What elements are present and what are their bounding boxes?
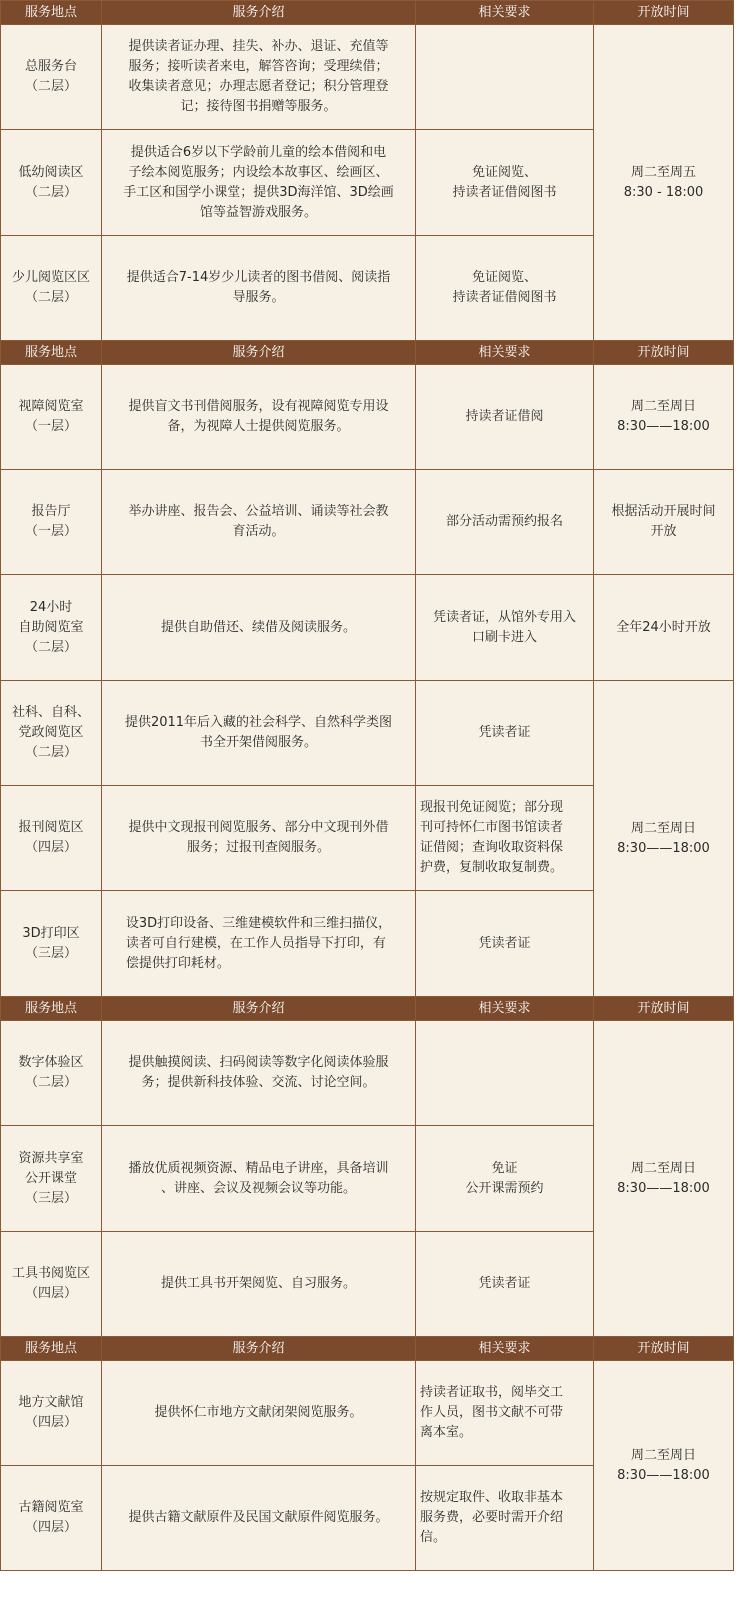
requirement-cell: 现报刊免证阅览；部分现 刊可持怀仁市图书馆读者 证借阅；查询收取资料保 护费，复制收取复制费。 — [416, 786, 594, 891]
table-row — [1, 25, 734, 130]
header-requirement: 相关要求 — [416, 341, 594, 365]
location-cell: 报告厅 （一层） — [1, 470, 102, 575]
hours-cell: 根据活动开展时间 开放 — [594, 470, 734, 575]
header-hours: 开放时间 — [594, 997, 734, 1021]
intro-cell: 提供适合7-14岁少儿读者的图书借阅、阅读指 导服务。 — [102, 236, 416, 341]
hours-cell: 周二至周五 8:30 - 18:00 — [594, 25, 734, 341]
intro-cell: 提供自助借还、续借及阅读服务。 — [102, 575, 416, 681]
header-location: 服务地点 — [1, 1337, 102, 1361]
intro-cell: 提供盲文书刊借阅服务，设有视障阅览专用设 备，为视障人士提供阅览服务。 — [102, 365, 416, 470]
intro-cell: 提供适合6岁以下学龄前儿童的绘本借阅和电 子绘本阅览服务；内设绘本故事区、绘画区、 手工区和国学小课堂；提供3D海洋馆、3D绘画 馆等益智游戏服务。 — [102, 130, 416, 236]
table-row — [1, 470, 734, 575]
table-row — [1, 365, 734, 470]
location-cell: 报刊阅览区 （四层） — [1, 786, 102, 891]
requirement-cell: 凭读者证 — [416, 681, 594, 786]
hours-cell: 周二至周日 8:30——18:00 — [594, 681, 734, 997]
header-hours: 开放时间 — [594, 1337, 734, 1361]
header-intro: 服务介绍 — [102, 997, 416, 1021]
requirement-cell: 免证阅览、 持读者证借阅图书 — [416, 130, 594, 236]
intro-cell: 提供触摸阅读、扫码阅读等数字化阅读体验服 务；提供新科技体验、交流、讨论空间。 — [102, 1021, 416, 1126]
location-cell: 24小时 自助阅览室 （二层） — [1, 575, 102, 681]
location-cell: 地方文献馆 （四层） — [1, 1361, 102, 1466]
location-cell: 古籍阅览室 （四层） — [1, 1466, 102, 1571]
requirement-cell: 持读者证取书，阅毕交工 作人员，图书文献不可带 离本室。 — [416, 1361, 594, 1466]
table-header — [1, 341, 734, 365]
requirement-cell: 部分活动需预约报名 — [416, 470, 594, 575]
header-intro: 服务介绍 — [102, 1, 416, 25]
location-cell: 资源共享室 公开课堂 （三层） — [1, 1126, 102, 1232]
requirement-cell: 凭读者证 — [416, 1232, 594, 1337]
header-requirement: 相关要求 — [416, 1337, 594, 1361]
requirement-cell: 凭读者证，从馆外专用入 口刷卡进入 — [416, 575, 594, 681]
requirement-cell: 免证阅览、 持读者证借阅图书 — [416, 236, 594, 341]
table-row — [1, 575, 734, 681]
hours-cell: 周二至周日 8:30——18:00 — [594, 1021, 734, 1337]
header-intro: 服务介绍 — [102, 341, 416, 365]
intro-cell: 提供中文现报刊阅览服务、部分中文现刊外借 服务；过报刊查阅服务。 — [102, 786, 416, 891]
table-header — [1, 1337, 734, 1361]
header-location: 服务地点 — [1, 341, 102, 365]
header-location: 服务地点 — [1, 997, 102, 1021]
location-cell: 低幼阅读区 （二层） — [1, 130, 102, 236]
location-cell: 社科、自科、 党政阅览区 （二层） — [1, 681, 102, 786]
requirement-cell: 按规定取件、收取非基本 服务费，必要时需开介绍 信。 — [416, 1466, 594, 1571]
intro-cell: 播放优质视频资源、精品电子讲座，具备培训 、讲座、会议及视频会议等功能。 — [102, 1126, 416, 1232]
requirement-cell — [416, 25, 594, 130]
hours-cell: 全年24小时开放 — [594, 575, 734, 681]
hours-cell: 周二至周日 8:30——18:00 — [594, 365, 734, 470]
location-cell: 总服务台 （二层） — [1, 25, 102, 130]
intro-cell: 提供读者证办理、挂失、补办、退证、充值等 服务；接听读者来电，解答咨询；受理续借； 收集读者意见；办理志愿者登记；积分管理登 记；接待图书捐赠等服务。 — [102, 25, 416, 130]
hours-cell: 周二至周日 8:30——18:00 — [594, 1361, 734, 1571]
location-cell: 少儿阅览区区 （二层） — [1, 236, 102, 341]
intro-cell: 提供2011年后入藏的社会科学、自然科学类图 书全开架借阅服务。 — [102, 681, 416, 786]
location-cell: 视障阅览室 （一层） — [1, 365, 102, 470]
requirement-cell — [416, 1021, 594, 1126]
requirement-cell: 免证 公开课需预约 — [416, 1126, 594, 1232]
header-requirement: 相关要求 — [416, 997, 594, 1021]
location-cell: 数字体验区 （二层） — [1, 1021, 102, 1126]
header-requirement: 相关要求 — [416, 1, 594, 25]
intro-cell: 提供古籍文献原件及民国文献原件阅览服务。 — [102, 1466, 416, 1571]
location-cell: 工具书阅览区 （四层） — [1, 1232, 102, 1337]
location-cell: 3D打印区 （三层） — [1, 891, 102, 997]
requirement-cell: 凭读者证 — [416, 891, 594, 997]
intro-cell: 提供工具书开架阅览、自习服务。 — [102, 1232, 416, 1337]
header-intro: 服务介绍 — [102, 1337, 416, 1361]
intro-cell: 举办讲座、报告会、公益培训、诵读等社会教 育活动。 — [102, 470, 416, 575]
header-hours: 开放时间 — [594, 341, 734, 365]
intro-cell: 提供怀仁市地方文献闭架阅览服务。 — [102, 1361, 416, 1466]
table-row — [1, 1021, 734, 1126]
header-location: 服务地点 — [1, 1, 102, 25]
table-header — [1, 1, 734, 25]
intro-cell: 设3D打印设备、三维建模软件和三维扫描仪， 读者可自行建模，在工作人员指导下打印，有 偿提供打印耗材。 — [102, 891, 416, 997]
header-hours: 开放时间 — [594, 1, 734, 25]
table-row — [1, 681, 734, 786]
table-row — [1, 1361, 734, 1466]
requirement-cell: 持读者证借阅 — [416, 365, 594, 470]
table-header — [1, 997, 734, 1021]
